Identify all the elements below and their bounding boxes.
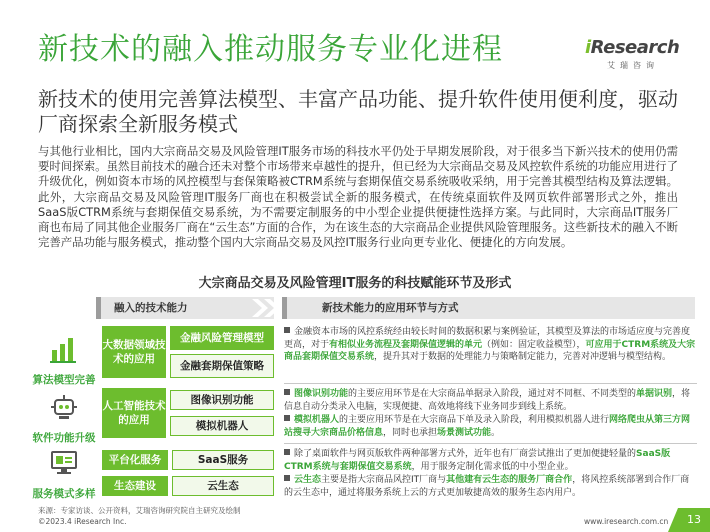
header-right-label: 新技术能力的应用环节与方式 [322, 302, 459, 314]
side-service [28, 448, 100, 501]
header-left-accent [96, 297, 101, 319]
cell-ecosystem: 生态建设 [102, 476, 168, 496]
desc-segment: ，将风控系统部署到合作厂商的云生态中，通过将服务系统上云的方式更加敏捷高效的服务生态内用户。 [284, 475, 690, 498]
source-note: 来源：专家访谈、公开资料，艾瑞咨询研究院自主研究及绘制 [38, 506, 241, 515]
desc-highlight: 图像识别功能 [294, 389, 349, 399]
bar-chart-icon [49, 334, 79, 364]
desc-segment: （例如：固定收益模型）， [482, 339, 586, 350]
desc-highlight: SaaS版CTRM系统与套期保值交易系统 [284, 449, 671, 472]
cell-simulated-robot: 模拟机器人 [170, 416, 274, 436]
desc-segment: 主要是指大宗商品风控IT厂商与 [321, 475, 447, 485]
desc-highlight: 单据识别 [636, 389, 673, 399]
logo-word: Research [590, 37, 680, 58]
desc-segment: ，提升其对于数据的处理能力与策略制定能力，完善对冲逻辑与模型结构。 [374, 352, 672, 363]
desc-row3a [284, 448, 697, 473]
website-link[interactable]: www.iresearch.com.cn [584, 517, 669, 526]
desc-highlight: 场景测试功能 [437, 427, 492, 438]
body-paragraph: 与其他行业相比，国内大宗商品交易及风险管理IT服务市场的科技水平仍处于早期发展阶段，对于很多当下新兴技术的使用仍需要时间探索。虽然目前技术的融合还未对整个市场带来卓越性的提升，但已经为大宗商品交易及风控软件系统的功能应用进行了升级优化，例如资本市场的风控模型与套保策略被CTRM系统与套期保值交易系统吸收采纳，用于完善其模型结构及算法逻辑。此外，大宗商品交易及风险管理IT服务厂商也在积极尝试全新的服务模式，在传统桌面软件及网页软件部署形式之外，推出SaaS版CTRM系统与套期保值交易系统，为不需要定制服务的中小型企业提供便捷性选择方案。与此同时，大宗商品IT服务厂商也布局了同其他企业服务厂商在“云生态”方面的合作，为在该生态的大宗商品企业提供风险管理服务。这些新技术的融入不断完善产品功能与服务模式，推动整个国内大宗商品交易及风控IT服务行业向更专业化、便捷化的方向发展。 [38, 144, 678, 250]
desc-segment: 除了桌面软件与网页版软件两种部署方式外，近年也有厂商尝试推出了更加便捷轻量的 [294, 449, 637, 459]
desc-highlight: 可应用于CTRM系统及大宗商品套期保值交易系统 [284, 339, 696, 363]
bullet-square [284, 389, 290, 395]
table-title: 大宗商品交易及风险管理IT服务的科技赋能环节及形式 [198, 276, 512, 291]
desc-row1 [284, 326, 697, 364]
desc-highlight: 其他建有云生态的服务厂商合作 [446, 475, 573, 485]
side-label: 服务模式多样 [32, 488, 96, 500]
header-right-accent [282, 297, 287, 319]
cell-image-recognition: 图像识别功能 [170, 390, 274, 410]
bullet-square [284, 415, 290, 421]
desc-row2a [284, 388, 697, 413]
logo-cn: 艾瑞咨询 [607, 61, 659, 70]
iresearch-logo [585, 35, 680, 75]
side-algorithm [28, 334, 100, 387]
desc-highlight: 有相似业务流程及套期保值逻辑的单元 [329, 339, 483, 350]
bullet-square [284, 475, 290, 481]
computer-icon [49, 448, 79, 478]
desc-segment: 。 [491, 427, 501, 438]
cell-cloud-ecosystem: 云生态 [172, 476, 274, 496]
page-title: 新技术的融入推动服务专业化进程 [38, 32, 503, 67]
desc-highlight: 网络爬虫从第三方网站搜寻大宗商品价格信息 [284, 415, 691, 438]
desc-highlight: 模拟机器人 [294, 415, 340, 425]
desc-row3b [284, 474, 697, 499]
cell-risk-model: 金融风险管理模型 [170, 326, 274, 350]
group-ai: 人工智能技术的应用 [102, 388, 166, 438]
desc-row2b [284, 414, 697, 439]
side-label: 软件功能升级 [32, 432, 96, 444]
desc-segment: 的主要应用环节是在大宗商品下单及录入阶段，利用模拟机器人进行 [339, 415, 610, 425]
cell-platform-service: 平台化服务 [102, 450, 168, 470]
desc-segment: ，用于服务定制化需求低的中小型企业。 [411, 461, 574, 472]
logo-i: i [585, 37, 591, 58]
group-bigdata: 大数据领域技术的应用 [102, 326, 166, 378]
header-tech-capability [96, 297, 274, 319]
copyright: ©2023.4 iResearch Inc. [38, 517, 127, 526]
row-divider [284, 383, 697, 384]
bullet-square [284, 327, 290, 333]
desc-segment: 的主要应用环节是在大宗商品单据录入阶段，通过对不同框、不同类型的 [348, 389, 637, 399]
bullet-square [284, 449, 290, 455]
cell-hedging-strategy: 金融套期保值策略 [170, 354, 274, 378]
cell-saas-service: SaaS服务 [172, 450, 274, 470]
desc-segment: 金融资本市场的风控系统经由较长时间的数据积累与案例验证，其模型及算法的市场适应度与完善度更高，对于 [284, 327, 691, 350]
side-label: 算法模型完善 [32, 374, 96, 386]
header-left-label: 融入的技术能力 [114, 302, 188, 314]
robot-icon [49, 392, 79, 422]
row-divider [284, 443, 697, 444]
desc-segment: ，将信息自动分类录入电脑，实现便捷、高效地将线下业务同步到线上系统。 [284, 389, 691, 412]
desc-highlight: 云生态 [294, 475, 322, 485]
header-application [282, 297, 695, 319]
desc-segment: ，同时也承担 [383, 427, 438, 438]
side-software [28, 392, 100, 445]
page-number: 13 [678, 508, 710, 532]
subtitle: 新技术的使用完善算法模型、丰富产品功能、提升软件使用便利度，驱动厂商探索全新服务模式 [38, 87, 678, 136]
